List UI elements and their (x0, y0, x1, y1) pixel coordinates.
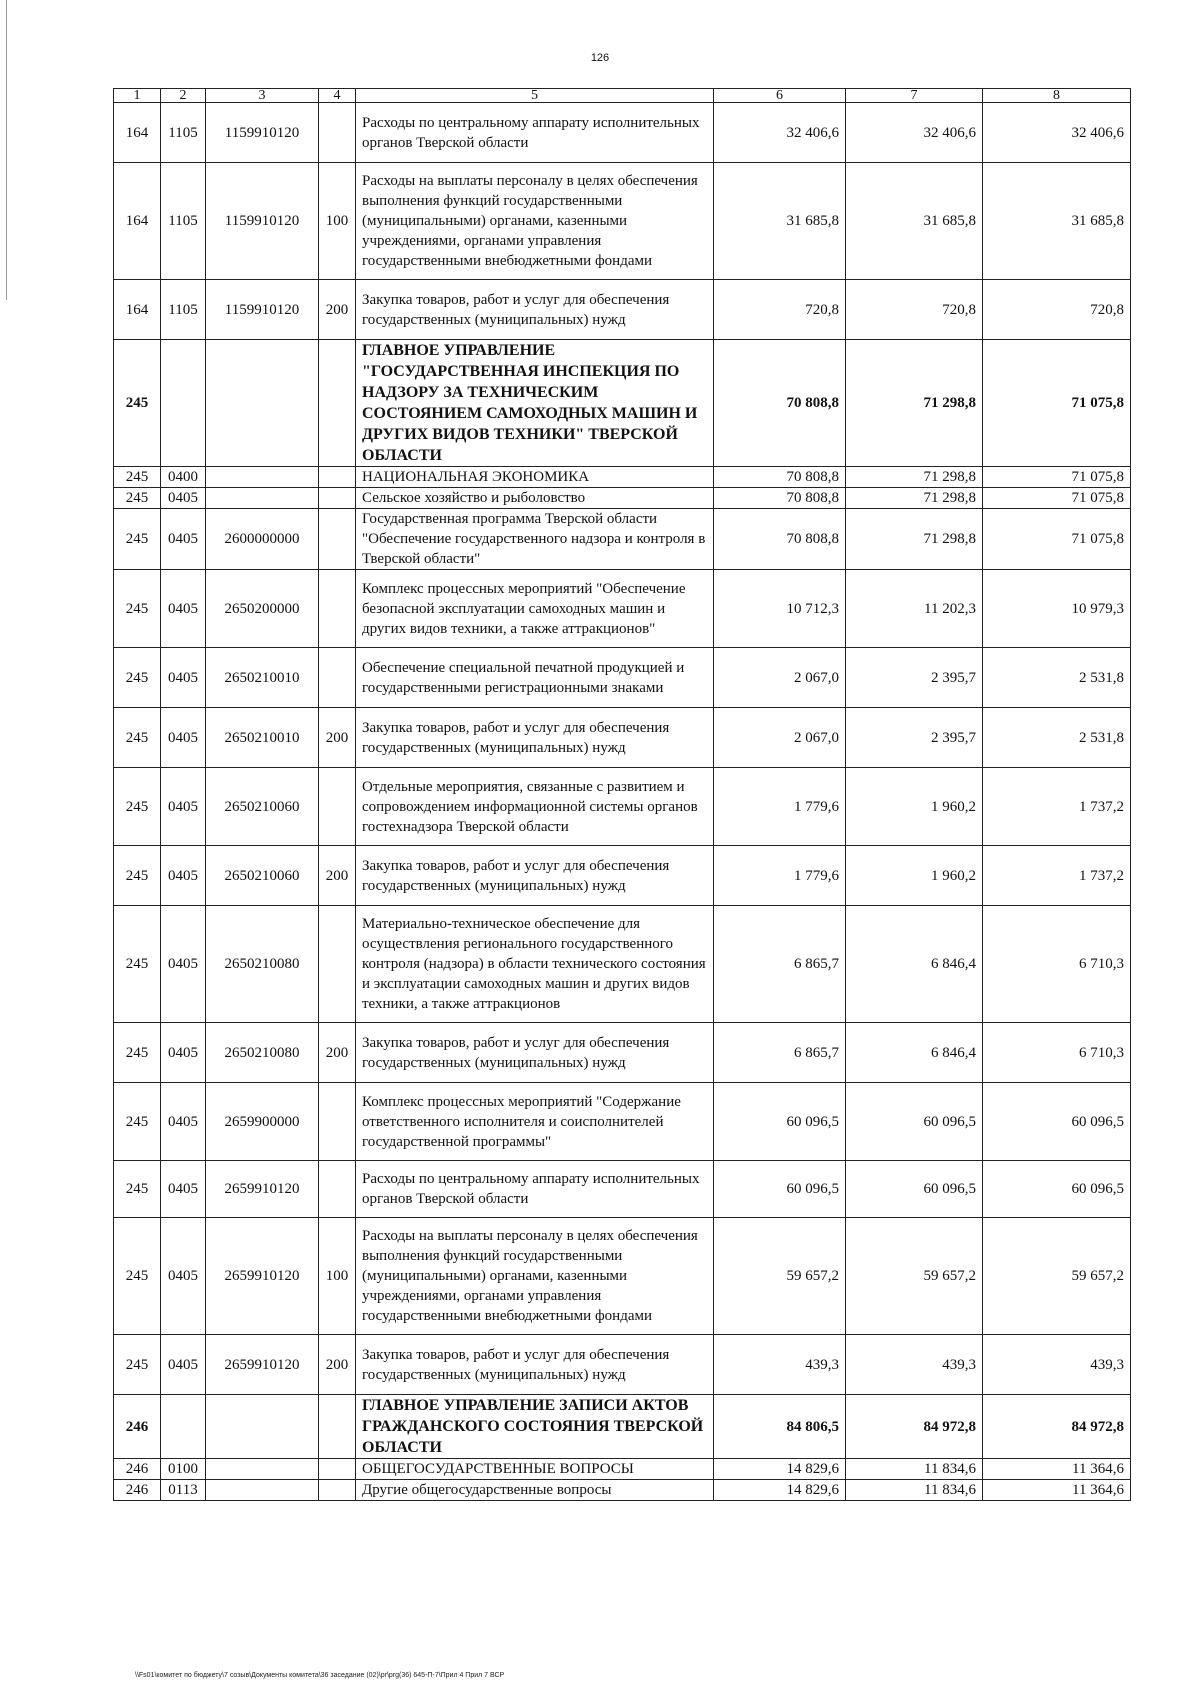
amount-year1-cell: 6 865,7 (714, 1023, 846, 1083)
description-cell: Расходы на выплаты персоналу в целях обеспечения выполнения функций государственными (муниципальными) органами, казенными учреждениями, органами управления государственными внебюджетными фондами (356, 1218, 714, 1335)
target-article-cell (206, 1480, 319, 1501)
target-article-cell: 2650200000 (206, 570, 319, 648)
description-cell: Закупка товаров, работ и услуг для обеспечения государственных (муниципальных) нужд (356, 1023, 714, 1083)
description-cell: Расходы на выплаты персоналу в целях обеспечения выполнения функций государственными (муниципальными) органами, казенными учреждениями, органами управления государственными внебюджетными фондами (356, 163, 714, 280)
header-cell: 2 (161, 89, 206, 103)
ministry-code-cell: 245 (114, 467, 161, 488)
amount-year1-cell: 70 808,8 (714, 488, 846, 509)
amount-year3-cell: 71 075,8 (983, 467, 1131, 488)
amount-year1-cell: 14 829,6 (714, 1480, 846, 1501)
amount-year3-cell: 71 075,8 (983, 340, 1131, 467)
table-row (114, 1335, 1131, 1395)
description-cell: Расходы по центральному аппарату исполнительных органов Тверской области (356, 1161, 714, 1218)
section-code-cell: 1105 (161, 103, 206, 163)
target-article-cell: 2659900000 (206, 1083, 319, 1161)
expense-type-cell: 100 (319, 163, 356, 280)
header-cell: 4 (319, 89, 356, 103)
amount-year1-cell: 2 067,0 (714, 708, 846, 768)
target-article-cell (206, 467, 319, 488)
section-code-cell: 0405 (161, 708, 206, 768)
expense-type-cell (319, 1480, 356, 1501)
table-row (114, 340, 1131, 467)
ministry-code-cell: 245 (114, 846, 161, 906)
ministry-code-cell: 245 (114, 708, 161, 768)
expense-type-cell: 200 (319, 1335, 356, 1395)
target-article-cell (206, 340, 319, 467)
ministry-code-cell: 245 (114, 570, 161, 648)
section-code-cell: 0405 (161, 488, 206, 509)
amount-year1-cell: 70 808,8 (714, 467, 846, 488)
amount-year3-cell: 2 531,8 (983, 648, 1131, 708)
table-row (114, 906, 1131, 1023)
section-code-cell: 0405 (161, 1335, 206, 1395)
amount-year1-cell: 1 779,6 (714, 846, 846, 906)
amount-year2-cell: 84 972,8 (846, 1395, 983, 1459)
section-code-cell: 0405 (161, 906, 206, 1023)
budget-table (113, 88, 1131, 1501)
footer-file-path: \\Fs01\комитет по бюджету\7 созыв\Документы комитета\36 заседание (02)\pr\prg(36) 645-П-7\Прил 4 Прил 7 ВСР (135, 1672, 505, 1679)
table-row (114, 280, 1131, 340)
description-cell: Закупка товаров, работ и услуг для обеспечения государственных (муниципальных) нужд (356, 708, 714, 768)
table-row (114, 1395, 1131, 1459)
table-row (114, 768, 1131, 846)
section-code-cell: 0405 (161, 846, 206, 906)
table-row (114, 708, 1131, 768)
target-article-cell: 2650210080 (206, 1023, 319, 1083)
table-header-row (114, 89, 1131, 103)
description-cell: НАЦИОНАЛЬНАЯ ЭКОНОМИКА (356, 467, 714, 488)
target-article-cell: 1159910120 (206, 163, 319, 280)
amount-year2-cell: 11 834,6 (846, 1459, 983, 1480)
expense-type-cell (319, 1083, 356, 1161)
table-row (114, 103, 1131, 163)
amount-year3-cell: 10 979,3 (983, 570, 1131, 648)
amount-year3-cell: 60 096,5 (983, 1083, 1131, 1161)
table-row (114, 1023, 1131, 1083)
section-code-cell: 0405 (161, 648, 206, 708)
expense-type-cell: 200 (319, 846, 356, 906)
target-article-cell: 2659910120 (206, 1218, 319, 1335)
section-code-cell (161, 1395, 206, 1459)
target-article-cell (206, 488, 319, 509)
expense-type-cell (319, 768, 356, 846)
table-row (114, 467, 1131, 488)
amount-year2-cell: 71 298,8 (846, 509, 983, 570)
amount-year1-cell: 60 096,5 (714, 1161, 846, 1218)
description-cell: Комплекс процессных мероприятий "Обеспечение безопасной эксплуатации самоходных машин и других видов техники, а также аттракционов" (356, 570, 714, 648)
ministry-code-cell: 245 (114, 509, 161, 570)
description-cell: Отдельные мероприятия, связанные с развитием и сопровождением информационной системы органов гостехнадзора Тверской области (356, 768, 714, 846)
header-cell: 1 (114, 89, 161, 103)
expense-type-cell (319, 1459, 356, 1480)
amount-year2-cell: 60 096,5 (846, 1083, 983, 1161)
expense-type-cell: 100 (319, 1218, 356, 1335)
amount-year1-cell: 439,3 (714, 1335, 846, 1395)
amount-year2-cell: 11 834,6 (846, 1480, 983, 1501)
header-cell: 3 (206, 89, 319, 103)
target-article-cell (206, 1395, 319, 1459)
target-article-cell: 2650210010 (206, 648, 319, 708)
amount-year3-cell: 31 685,8 (983, 163, 1131, 280)
ministry-code-cell: 245 (114, 906, 161, 1023)
expense-type-cell: 200 (319, 708, 356, 768)
expense-type-cell (319, 648, 356, 708)
scan-margin-line (6, 0, 7, 300)
amount-year1-cell: 32 406,6 (714, 103, 846, 163)
amount-year3-cell: 6 710,3 (983, 906, 1131, 1023)
header-cell: 7 (846, 89, 983, 103)
amount-year2-cell: 6 846,4 (846, 906, 983, 1023)
expense-type-cell: 200 (319, 280, 356, 340)
target-article-cell: 2600000000 (206, 509, 319, 570)
amount-year1-cell: 31 685,8 (714, 163, 846, 280)
target-article-cell: 1159910120 (206, 280, 319, 340)
amount-year1-cell: 60 096,5 (714, 1083, 846, 1161)
table-row (114, 163, 1131, 280)
description-cell: ГЛАВНОЕ УПРАВЛЕНИЕ ЗАПИСИ АКТОВ ГРАЖДАНСКОГО СОСТОЯНИЯ ТВЕРСКОЙ ОБЛАСТИ (356, 1395, 714, 1459)
amount-year1-cell: 10 712,3 (714, 570, 846, 648)
amount-year3-cell: 11 364,6 (983, 1480, 1131, 1501)
target-article-cell: 2659910120 (206, 1335, 319, 1395)
expense-type-cell (319, 1161, 356, 1218)
description-cell: Обеспечение специальной печатной продукцией и государственными регистрационными знаками (356, 648, 714, 708)
section-code-cell: 0405 (161, 1083, 206, 1161)
amount-year3-cell: 1 737,2 (983, 768, 1131, 846)
table-row (114, 570, 1131, 648)
amount-year1-cell: 720,8 (714, 280, 846, 340)
amount-year2-cell: 71 298,8 (846, 340, 983, 467)
section-code-cell (161, 340, 206, 467)
page-number: 126 (590, 52, 610, 64)
amount-year3-cell: 1 737,2 (983, 846, 1131, 906)
description-cell: ОБЩЕГОСУДАРСТВЕННЫЕ ВОПРОСЫ (356, 1459, 714, 1480)
section-code-cell: 0405 (161, 768, 206, 846)
description-cell: Сельское хозяйство и рыболовство (356, 488, 714, 509)
ministry-code-cell: 245 (114, 1023, 161, 1083)
target-article-cell: 2650210060 (206, 846, 319, 906)
expense-type-cell (319, 103, 356, 163)
table-row (114, 1459, 1131, 1480)
ministry-code-cell: 245 (114, 1161, 161, 1218)
amount-year2-cell: 32 406,6 (846, 103, 983, 163)
amount-year3-cell: 84 972,8 (983, 1395, 1131, 1459)
expense-type-cell (319, 570, 356, 648)
amount-year2-cell: 720,8 (846, 280, 983, 340)
amount-year3-cell: 2 531,8 (983, 708, 1131, 768)
table-row (114, 648, 1131, 708)
section-code-cell: 0405 (161, 1023, 206, 1083)
amount-year1-cell: 59 657,2 (714, 1218, 846, 1335)
amount-year3-cell: 60 096,5 (983, 1161, 1131, 1218)
section-code-cell: 1105 (161, 280, 206, 340)
ministry-code-cell: 245 (114, 768, 161, 846)
table-row (114, 488, 1131, 509)
amount-year2-cell: 439,3 (846, 1335, 983, 1395)
section-code-cell: 0113 (161, 1480, 206, 1501)
ministry-code-cell: 164 (114, 163, 161, 280)
ministry-code-cell: 245 (114, 1335, 161, 1395)
description-cell: Государственная программа Тверской области "Обеспечение государственного надзора и контроля в Тверской области" (356, 509, 714, 570)
ministry-code-cell: 245 (114, 340, 161, 467)
amount-year2-cell: 59 657,2 (846, 1218, 983, 1335)
table-row (114, 1480, 1131, 1501)
amount-year2-cell: 1 960,2 (846, 846, 983, 906)
amount-year1-cell: 1 779,6 (714, 768, 846, 846)
section-code-cell: 0405 (161, 509, 206, 570)
amount-year1-cell: 2 067,0 (714, 648, 846, 708)
section-code-cell: 0100 (161, 1459, 206, 1480)
table-row (114, 1083, 1131, 1161)
ministry-code-cell: 246 (114, 1459, 161, 1480)
section-code-cell: 0400 (161, 467, 206, 488)
ministry-code-cell: 246 (114, 1480, 161, 1501)
target-article-cell: 2659910120 (206, 1161, 319, 1218)
target-article-cell: 2650210060 (206, 768, 319, 846)
table-row (114, 846, 1131, 906)
description-cell: Закупка товаров, работ и услуг для обеспечения государственных (муниципальных) нужд (356, 280, 714, 340)
section-code-cell: 0405 (161, 1218, 206, 1335)
amount-year2-cell: 60 096,5 (846, 1161, 983, 1218)
amount-year3-cell: 71 075,8 (983, 509, 1131, 570)
amount-year2-cell: 2 395,7 (846, 648, 983, 708)
expense-type-cell (319, 906, 356, 1023)
amount-year3-cell: 32 406,6 (983, 103, 1131, 163)
header-cell: 8 (983, 89, 1131, 103)
amount-year1-cell: 70 808,8 (714, 340, 846, 467)
ministry-code-cell: 245 (114, 1218, 161, 1335)
amount-year3-cell: 59 657,2 (983, 1218, 1131, 1335)
expense-type-cell (319, 509, 356, 570)
amount-year1-cell: 14 829,6 (714, 1459, 846, 1480)
target-article-cell: 1159910120 (206, 103, 319, 163)
section-code-cell: 0405 (161, 1161, 206, 1218)
description-cell: ГЛАВНОЕ УПРАВЛЕНИЕ "ГОСУДАРСТВЕННАЯ ИНСПЕКЦИЯ ПО НАДЗОРУ ЗА ТЕХНИЧЕСКИМ СОСТОЯНИЕМ САМОХОДНЫХ МАШИН И ДРУГИХ ВИДОВ ТЕХНИКИ" ТВЕРСКОЙ ОБЛАСТИ (356, 340, 714, 467)
expense-type-cell (319, 488, 356, 509)
expense-type-cell (319, 1395, 356, 1459)
target-article-cell (206, 1459, 319, 1480)
section-code-cell: 1105 (161, 163, 206, 280)
expense-type-cell (319, 467, 356, 488)
description-cell: Комплекс процессных мероприятий "Содержание ответственного исполнителя и соисполнителей государственной программы" (356, 1083, 714, 1161)
amount-year1-cell: 70 808,8 (714, 509, 846, 570)
table-row (114, 1161, 1131, 1218)
ministry-code-cell: 245 (114, 1083, 161, 1161)
amount-year3-cell: 71 075,8 (983, 488, 1131, 509)
target-article-cell: 2650210010 (206, 708, 319, 768)
amount-year1-cell: 84 806,5 (714, 1395, 846, 1459)
ministry-code-cell: 245 (114, 648, 161, 708)
description-cell: Материально-техническое обеспечение для осуществления регионального государственного контроля (надзора) в области технического состояния и эксплуатации самоходных машин и других видов техники, а также аттракционов (356, 906, 714, 1023)
ministry-code-cell: 246 (114, 1395, 161, 1459)
ministry-code-cell: 245 (114, 488, 161, 509)
amount-year3-cell: 6 710,3 (983, 1023, 1131, 1083)
expense-type-cell: 200 (319, 1023, 356, 1083)
amount-year2-cell: 71 298,8 (846, 467, 983, 488)
table-row (114, 1218, 1131, 1335)
description-cell: Закупка товаров, работ и услуг для обеспечения государственных (муниципальных) нужд (356, 846, 714, 906)
description-cell: Расходы по центральному аппарату исполнительных органов Тверской области (356, 103, 714, 163)
amount-year3-cell: 720,8 (983, 280, 1131, 340)
ministry-code-cell: 164 (114, 103, 161, 163)
header-cell: 6 (714, 89, 846, 103)
description-cell: Другие общегосударственные вопросы (356, 1480, 714, 1501)
amount-year2-cell: 71 298,8 (846, 488, 983, 509)
amount-year3-cell: 439,3 (983, 1335, 1131, 1395)
description-cell: Закупка товаров, работ и услуг для обеспечения государственных (муниципальных) нужд (356, 1335, 714, 1395)
ministry-code-cell: 164 (114, 280, 161, 340)
amount-year2-cell: 2 395,7 (846, 708, 983, 768)
amount-year3-cell: 11 364,6 (983, 1459, 1131, 1480)
amount-year2-cell: 6 846,4 (846, 1023, 983, 1083)
table-row (114, 509, 1131, 570)
header-cell: 5 (356, 89, 714, 103)
amount-year2-cell: 1 960,2 (846, 768, 983, 846)
amount-year2-cell: 11 202,3 (846, 570, 983, 648)
amount-year2-cell: 31 685,8 (846, 163, 983, 280)
expense-type-cell (319, 340, 356, 467)
target-article-cell: 2650210080 (206, 906, 319, 1023)
amount-year1-cell: 6 865,7 (714, 906, 846, 1023)
section-code-cell: 0405 (161, 570, 206, 648)
